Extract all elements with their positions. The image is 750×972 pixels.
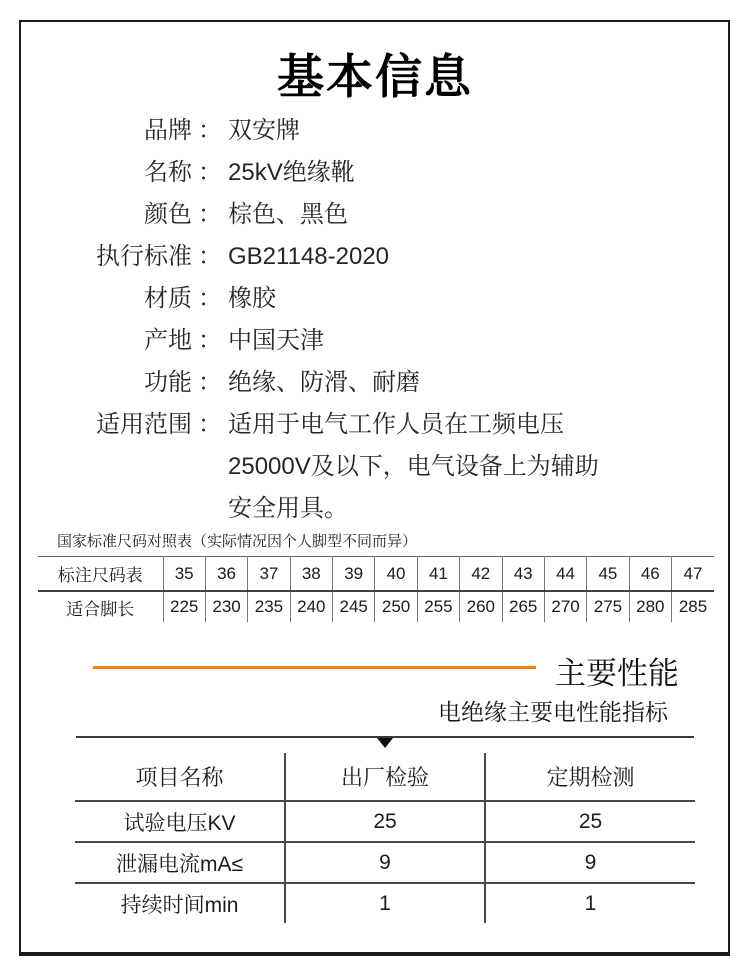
down-arrow-icon	[377, 738, 393, 748]
perf-cell: 25	[285, 801, 485, 842]
size-cell: 46	[629, 557, 671, 592]
attr-row-standard	[0, 236, 750, 278]
attr-label: 执行标准	[96, 243, 192, 270]
perf-header-factory: 出厂检验	[285, 753, 485, 801]
attr-value: GB21148-2020	[228, 243, 390, 270]
size-row-labels	[38, 557, 714, 592]
attr-value: 25kV绝缘靴	[228, 159, 355, 186]
attr-value: 中国天津	[228, 327, 324, 354]
perf-row-voltage	[75, 801, 695, 842]
accent-line	[93, 666, 536, 669]
perf-row-name: 持续时间min	[120, 893, 239, 917]
foot-length-cell: 280	[629, 591, 671, 622]
size-cell: 35	[163, 557, 205, 592]
attr-row-origin	[0, 320, 750, 362]
attr-label: 适用范围	[96, 411, 192, 438]
foot-length-cell: 260	[460, 591, 502, 622]
attr-row-material	[0, 278, 750, 320]
size-row2-label: 适合脚长	[66, 599, 135, 619]
performance-subtitle: 电绝缘主要电性能指标	[438, 699, 668, 725]
attr-colon: ：	[198, 159, 222, 186]
size-cell: 39	[333, 557, 375, 592]
size-cell: 37	[248, 557, 290, 592]
scope-line-3: 安全用具。	[228, 495, 348, 522]
attr-row-color	[0, 194, 750, 236]
foot-length-cell: 245	[333, 591, 375, 622]
perf-header-item: 项目名称	[75, 753, 285, 801]
size-cell: 41	[417, 557, 459, 592]
perf-cell: 9	[285, 842, 485, 883]
attr-colon: ：	[198, 285, 222, 312]
foot-length-cell: 285	[672, 591, 715, 622]
foot-length-cell: 250	[375, 591, 417, 622]
attr-value: 橡胶	[228, 285, 276, 312]
attr-colon: ：	[198, 369, 222, 396]
perf-row-name: 试验电压KV	[75, 801, 285, 842]
foot-length-cell: 225	[163, 591, 205, 622]
attr-colon: ：	[198, 411, 222, 438]
performance-section-title: 主要性能	[555, 656, 679, 691]
attr-row-brand	[0, 110, 750, 152]
perf-cell: 1	[485, 883, 695, 923]
size-cell: 45	[587, 557, 629, 592]
attr-colon: ：	[198, 327, 222, 354]
attr-label: 产地	[144, 327, 192, 354]
attr-value: 双安牌	[228, 117, 300, 144]
attr-label: 材质	[144, 285, 192, 312]
size-cell: 36	[205, 557, 247, 592]
size-row1-label: 标注尺码表	[38, 557, 163, 592]
attr-label: 品牌	[144, 117, 192, 144]
size-cell: 47	[672, 557, 715, 592]
scope-line-1: 适用于电气工作人员在工频电压	[228, 411, 564, 438]
perf-cell: 9	[485, 842, 695, 883]
perf-cell: 25	[485, 801, 695, 842]
foot-length-cell: 275	[587, 591, 629, 622]
size-cell: 42	[460, 557, 502, 592]
perf-row-leakage	[75, 842, 695, 883]
attr-label: 名称	[144, 159, 192, 186]
size-chart-table	[38, 556, 714, 622]
attr-value	[228, 404, 750, 530]
attr-colon: ：	[198, 117, 222, 144]
page-title: 基本信息	[277, 50, 473, 103]
foot-length-cell: 230	[205, 591, 247, 622]
foot-length-cell: 270	[544, 591, 586, 622]
size-cell: 44	[544, 557, 586, 592]
perf-header-row	[75, 753, 695, 801]
attr-colon: ：	[198, 201, 222, 228]
foot-length-cell: 240	[290, 591, 332, 622]
perf-row-name: 泄漏电流mA≤	[75, 842, 285, 883]
perf-header-periodic: 定期检测	[485, 753, 695, 801]
foot-length-cell: 255	[417, 591, 459, 622]
attr-row-scope	[0, 404, 750, 530]
attr-value: 棕色、黑色	[228, 201, 348, 228]
performance-table	[75, 753, 695, 923]
perf-cell: 1	[285, 883, 485, 923]
basic-info-list	[0, 110, 750, 530]
foot-length-row	[38, 591, 714, 622]
attr-label: 颜色	[144, 201, 192, 228]
scope-line-2: 25000V及以下，电气设备上为辅助	[228, 453, 599, 480]
foot-length-cell: 265	[502, 591, 544, 622]
size-cell: 40	[375, 557, 417, 592]
size-chart-note: 国家标准尺码对照表（实际情况因个人脚型不同而异）	[57, 533, 418, 550]
attr-colon: ：	[198, 243, 222, 270]
perf-row-duration	[75, 883, 695, 923]
foot-length-cell: 235	[248, 591, 290, 622]
attr-row-name	[0, 152, 750, 194]
attr-label: 功能	[144, 369, 192, 396]
size-cell: 38	[290, 557, 332, 592]
attr-row-function	[0, 362, 750, 404]
size-cell: 43	[502, 557, 544, 592]
attr-value: 绝缘、防滑、耐磨	[228, 369, 420, 396]
